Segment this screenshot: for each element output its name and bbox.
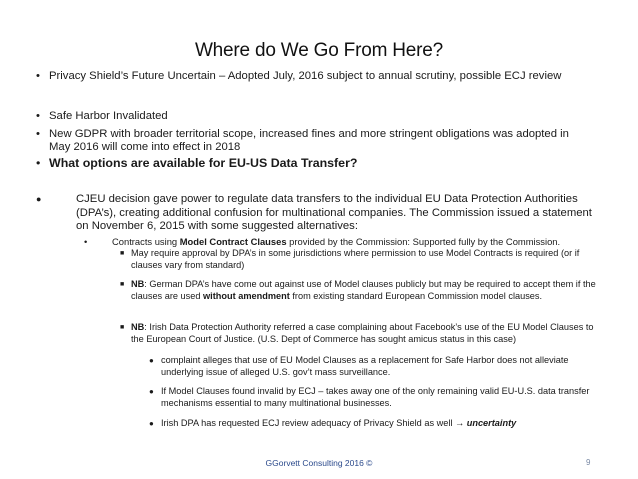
bullet-dpa-approval: [120, 248, 598, 271]
square-bullet-icon: ■: [120, 281, 125, 288]
text-emphasis: Model Contract Clauses: [179, 236, 287, 247]
bullet-safe-harbor: [36, 110, 592, 123]
bullet-dot: •: [36, 156, 41, 170]
bullet-complaint: [149, 355, 598, 378]
page-number: 9: [586, 458, 591, 467]
text-lead: NB: [131, 322, 145, 332]
text-part: Irish DPA has requested ECJ review adequacy of Privacy Shield as well: [161, 418, 455, 428]
bullet-german-dpa: [120, 279, 598, 302]
bullet-privacy-shield-review: [149, 418, 598, 430]
bullet-dot: ●: [36, 194, 42, 204]
bullet-text: May require approval by DPA’s in some jurisdictions where permission to use Model Contracts is required (or if clauses vary from standard): [131, 248, 580, 270]
slide-title: Where do We Go From Here?: [194, 40, 444, 61]
bullet-dot: •: [36, 70, 40, 82]
text-part: Contracts using: [112, 236, 180, 247]
bullet-text: What options are available for EU-US Data Transfer?: [49, 156, 358, 170]
bullet-dot: •: [84, 236, 88, 247]
bullet-text: If Model Clauses found invalid by ECJ – takes away one of the only remaining valid EU-U.S. data transfer mechanisms essential to many multinational businesses.: [161, 386, 590, 408]
text-emphasis: without amendment: [203, 290, 290, 301]
text-part: provided by the Commission: Supported fully by the Commission.: [286, 236, 561, 247]
text-lead: NB: [131, 279, 145, 289]
footer-credit: GGorvett Consulting 2016 ©: [265, 458, 373, 468]
text-part: : Irish Data Protection Authority referred a case complaining about Facebook’s use of the EU Model Clauses to the European Court of Justice. (U.S. Dept of Commerce has sought amicus status in this case): [131, 322, 594, 344]
bullet-dot: ●: [149, 356, 154, 365]
bullet-cjeu-decision: [36, 193, 592, 234]
bullet-text: New GDPR with broader territorial scope, increased fines and more stringent obligations was adopted in May 2016 will come into effect in 2018: [49, 128, 569, 153]
text-part: from existing standard European Commission model clauses.: [289, 290, 543, 301]
text-part: : German DPA’s have come out against use of Model clauses publicly but may be required to accept them if the clauses are used: [131, 279, 596, 301]
square-bullet-icon: ■: [120, 250, 125, 257]
bullet-text: CJEU decision gave power to regulate data transfers to the individual EU Data Protection Authorities (DPA’s), creating additional confusion for multinational companies. The Commission issued a statement on November 6, 2015 with some suggested alternatives:: [76, 193, 592, 233]
bullet-dot: ●: [149, 387, 154, 396]
bullet-text: complaint alleges that use of EU Model Clauses as a replacement for Safe Harbor does not alleviate underlying issue of alleged U.S. gov’t mass surveillance.: [161, 355, 569, 377]
text-emphasis: uncertainty: [466, 418, 517, 428]
square-bullet-icon: ■: [120, 324, 125, 331]
bullet-options-question: [36, 157, 592, 170]
bullet-dot: ●: [149, 419, 154, 428]
bullet-dot: •: [36, 110, 40, 122]
bullet-text: Privacy Shield’s Future Uncertain – Adopted July, 2016 subject to annual scrutiny, possible ECJ review: [49, 70, 562, 82]
bullet-text: Safe Harbor Invalidated: [49, 110, 168, 122]
right-arrow-icon: →: [454, 418, 465, 428]
bullet-privacy-shield: [36, 70, 592, 83]
bullet-gdpr: [36, 128, 592, 154]
bullet-model-clauses-invalid: [149, 386, 598, 409]
bullet-dot: •: [36, 128, 40, 140]
bullet-model-contract-clauses: [84, 236, 598, 247]
bullet-irish-dpa: [120, 322, 598, 345]
